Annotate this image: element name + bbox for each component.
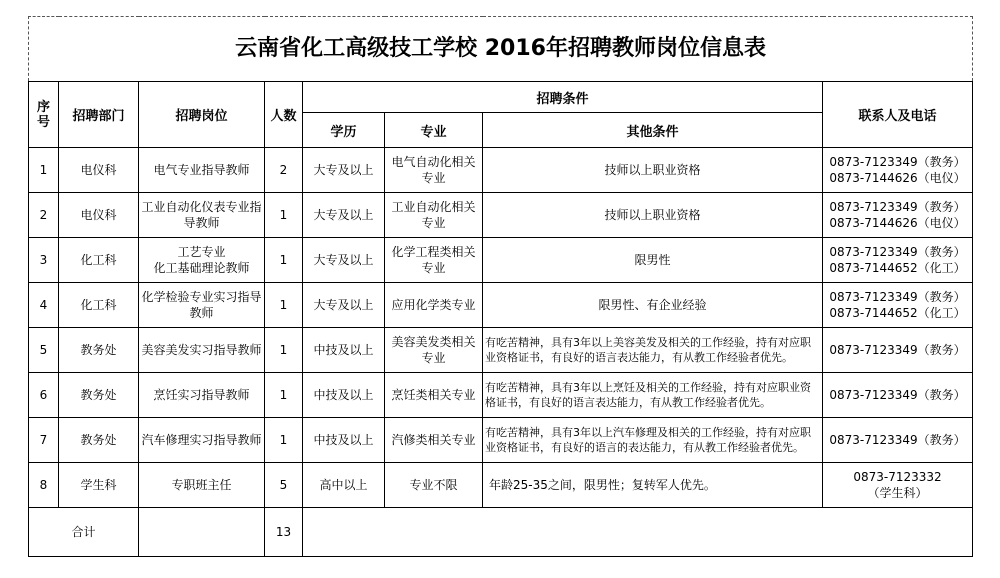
post-line: 化工基础理论教师 (153, 261, 250, 275)
cell-post: 美容美发实习指导教师 (139, 328, 265, 373)
table-row (29, 193, 973, 238)
cell-other: 限男性 (483, 238, 823, 283)
contact-line: 0873-7144652（化工） (829, 261, 966, 275)
total-empty (139, 508, 265, 557)
cell-dept: 电仪科 (59, 148, 139, 193)
header-conditions: 招聘条件 (303, 82, 823, 113)
cell-post (139, 238, 265, 283)
cell-dept: 学生科 (59, 463, 139, 508)
cell-dept: 教务处 (59, 418, 139, 463)
cell-other: 有吃苦精神，具有3年以上汽车修理及相关的工作经验，持有对应职业资格证书，有良好的语言的表达能力，有从教工作经验者优先。 (483, 418, 823, 463)
cell-edu: 大专及以上 (303, 148, 385, 193)
cell-seq: 4 (29, 283, 59, 328)
contact-line: 0873-7123349（教务） (829, 245, 966, 259)
header-edu: 学历 (303, 113, 385, 148)
cell-major: 电气自动化相关专业 (385, 148, 483, 193)
header-dept: 招聘部门 (59, 82, 139, 148)
post-line: 工艺专业 (177, 245, 226, 259)
header-contact: 联系人及电话 (823, 82, 973, 148)
cell-other: 技师以上职业资格 (483, 193, 823, 238)
cell-contact (823, 193, 973, 238)
cell-seq: 3 (29, 238, 59, 283)
header-count: 人数 (265, 82, 303, 148)
table-row (29, 238, 973, 283)
cell-contact: 0873-7123349（教务） (823, 418, 973, 463)
cell-edu: 中技及以上 (303, 328, 385, 373)
cell-major: 美容美发类相关专业 (385, 328, 483, 373)
cell-post: 化学检验专业实习指导教师 (139, 283, 265, 328)
total-row (29, 508, 973, 557)
cell-other: 年龄25-35之间，限男性；复转军人优先。 (483, 463, 823, 508)
cell-post: 专职班主任 (139, 463, 265, 508)
header-post: 招聘岗位 (139, 82, 265, 148)
cell-count: 1 (265, 193, 303, 238)
cell-dept: 化工科 (59, 283, 139, 328)
table-row (29, 463, 973, 508)
cell-contact (823, 283, 973, 328)
contact-line: 0873-7123349（教务） (829, 155, 966, 169)
cell-count: 1 (265, 418, 303, 463)
header-other: 其他条件 (483, 113, 823, 148)
contact-line: 0873-7144626（电仪） (829, 171, 966, 185)
cell-contact (823, 238, 973, 283)
cell-seq: 8 (29, 463, 59, 508)
cell-count: 1 (265, 328, 303, 373)
table-row (29, 283, 973, 328)
recruitment-table (28, 16, 973, 557)
cell-contact (823, 463, 973, 508)
cell-seq: 6 (29, 373, 59, 418)
cell-edu: 高中以上 (303, 463, 385, 508)
cell-seq: 5 (29, 328, 59, 373)
cell-edu: 大专及以上 (303, 193, 385, 238)
cell-dept: 教务处 (59, 373, 139, 418)
cell-dept: 电仪科 (59, 193, 139, 238)
total-empty (303, 508, 973, 557)
cell-edu: 中技及以上 (303, 373, 385, 418)
cell-post: 电气专业指导教师 (139, 148, 265, 193)
cell-seq: 2 (29, 193, 59, 238)
contact-line: 0873-7123349（教务） (829, 200, 966, 214)
cell-count: 1 (265, 283, 303, 328)
header-seq: 序号 (29, 82, 59, 148)
cell-count: 2 (265, 148, 303, 193)
cell-count: 1 (265, 238, 303, 283)
contact-line: 0873-7144626（电仪） (829, 216, 966, 230)
cell-other: 限男性、有企业经验 (483, 283, 823, 328)
cell-major: 应用化学类专业 (385, 283, 483, 328)
cell-seq: 1 (29, 148, 59, 193)
cell-post: 烹饪实习指导教师 (139, 373, 265, 418)
cell-edu: 中技及以上 (303, 418, 385, 463)
table-row (29, 373, 973, 418)
cell-post: 汽车修理实习指导教师 (139, 418, 265, 463)
cell-dept: 化工科 (59, 238, 139, 283)
total-count: 13 (265, 508, 303, 557)
header-major: 专业 (385, 113, 483, 148)
cell-major: 汽修类相关专业 (385, 418, 483, 463)
table-title: 云南省化工高级技工学校 2016年招聘教师岗位信息表 (29, 17, 973, 82)
cell-major: 专业不限 (385, 463, 483, 508)
cell-other: 技师以上职业资格 (483, 148, 823, 193)
table-row (29, 328, 973, 373)
cell-major: 化学工程类相关专业 (385, 238, 483, 283)
cell-other: 有吃苦精神，具有3年以上美容美发及相关的工作经验，持有对应职业资格证书，有良好的语言表达能力，有从教工作经验者优先。 (483, 328, 823, 373)
cell-count: 5 (265, 463, 303, 508)
cell-edu: 大专及以上 (303, 283, 385, 328)
contact-line: 0873-7144652（化工） (829, 306, 966, 320)
contact-line: 0873-7123349（教务） (829, 290, 966, 304)
cell-seq: 7 (29, 418, 59, 463)
cell-contact: 0873-7123349（教务） (823, 373, 973, 418)
cell-edu: 大专及以上 (303, 238, 385, 283)
table-row (29, 148, 973, 193)
contact-line: （学生科） (867, 486, 928, 500)
cell-major: 烹饪类相关专业 (385, 373, 483, 418)
cell-dept: 教务处 (59, 328, 139, 373)
cell-other: 有吃苦精神，具有3年以上烹饪及相关的工作经验，持有对应职业资格证书，有良好的语言表达能力，有从教工作经验者优先。 (483, 373, 823, 418)
recruitment-table-sheet (28, 16, 972, 557)
cell-contact (823, 148, 973, 193)
cell-count: 1 (265, 373, 303, 418)
cell-contact: 0873-7123349（教务） (823, 328, 973, 373)
contact-line: 0873-7123332 (853, 470, 942, 484)
cell-major: 工业自动化相关专业 (385, 193, 483, 238)
total-label: 合计 (29, 508, 139, 557)
cell-post: 工业自动化仪表专业指导教师 (139, 193, 265, 238)
table-row (29, 418, 973, 463)
